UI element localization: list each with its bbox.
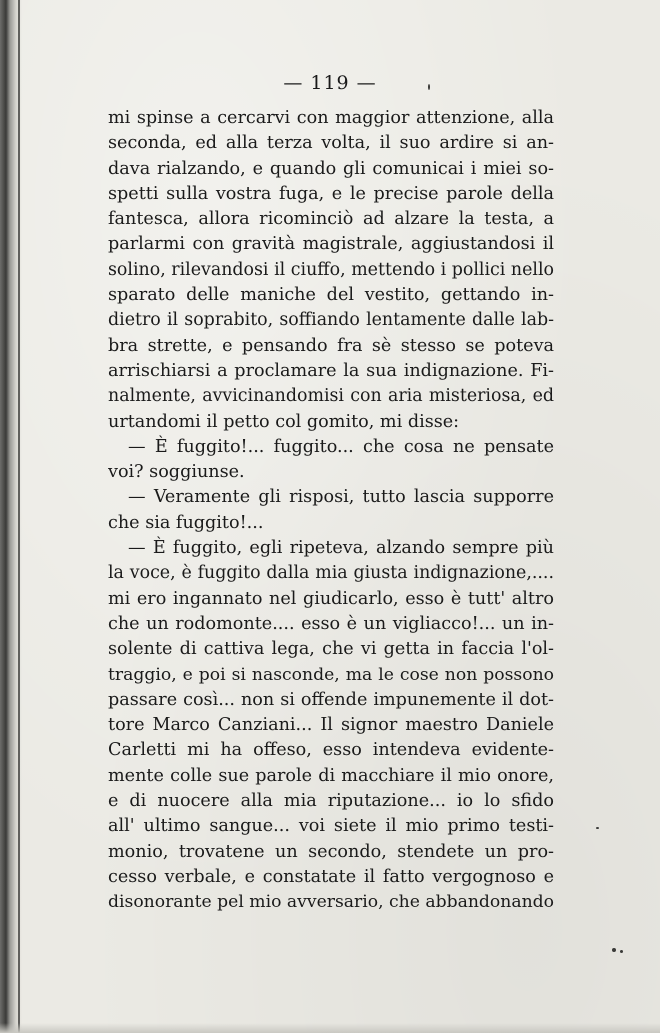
text-line: nalmente, avvicinandomisi con aria misteriosa, ed xyxy=(108,386,554,407)
text-line: sparato delle maniche del vestito, gettando in- xyxy=(108,285,554,306)
text-line: all' ultimo sangue... voi siete il mio primo testi- xyxy=(108,816,554,837)
text-line: dava rialzando, e quando gli comunicai i miei so- xyxy=(108,158,554,179)
text-line: parlarmi con gravità magistrale, aggiustandosi il xyxy=(108,234,554,255)
text-line: tore Marco Canziani... Il signor maestro Daniele xyxy=(108,715,554,736)
text-line: solino, rilevandosi il ciuffo, mettendo i pollici nello xyxy=(108,259,554,280)
ink-speck xyxy=(428,84,430,90)
text-line: — È fuggito, egli ripeteva, alzando sempre più xyxy=(128,538,554,559)
text-line: passare così... non si offende impunemente il dot- xyxy=(108,689,554,710)
ink-speck xyxy=(612,948,616,952)
book-gutter-line xyxy=(18,0,20,1033)
text-line: traggio, e poi si nasconde, ma le cose non possono xyxy=(108,664,554,685)
text-line: mi ero ingannato nel giudicarlo, esso è tutt' altro xyxy=(108,588,554,609)
text-line: monio, trovatene un secondo, stendete un pro- xyxy=(108,841,554,862)
text-line: mente colle sue parole di macchiare il mio onore, xyxy=(108,765,554,786)
text-line: la voce, è fuggito dalla mia giusta indignazione,.... xyxy=(108,563,554,584)
page-number: — 119 — xyxy=(283,72,377,94)
text-line: e di nuocere alla mia riputazione... io lo sfido xyxy=(108,791,554,812)
text-line: cesso verbale, e constatate il fatto vergognoso e xyxy=(108,866,554,887)
text-line: fantesca, allora ricominciò ad alzare la testa, a xyxy=(108,209,554,230)
text-line: bra strette, e pensando fra sè stesso se poteva xyxy=(108,335,554,356)
body-text xyxy=(108,106,554,916)
ink-speck xyxy=(596,827,599,829)
text-line: mi spinse a cercarvi con maggior attenzione, alla xyxy=(108,108,554,128)
ink-speck xyxy=(620,950,623,953)
text-line: voi? soggiunse. xyxy=(108,462,245,483)
text-line: dietro il soprabito, soffiando lentamente dalle lab- xyxy=(108,310,554,331)
text-line: arrischiarsi a proclamare la sua indignazione. Fi- xyxy=(108,360,554,381)
text-line: spetti sulla vostra fuga, e le precise parole della xyxy=(108,183,554,204)
text-line: — Veramente gli risposi, tutto lascia supporre xyxy=(128,487,554,508)
text-line: — È fuggito!... fuggito... che cosa ne pensate xyxy=(128,436,554,457)
page-bottom-edge xyxy=(0,1023,660,1033)
text-line: urtandomi il petto col gomito, mi disse: xyxy=(108,411,460,432)
text-line: che un rodomonte.... esso è un vigliacco!... un in- xyxy=(108,613,554,634)
text-line: seconda, ed alla terza volta, il suo ardire si an- xyxy=(108,133,554,154)
text-line: disonorante pel mio avversario, che abbandonando xyxy=(108,892,554,913)
text-line: Carletti mi ha offeso, esso intendeva evidente- xyxy=(108,740,554,761)
text-line: solente di cattiva lega, che vi getta in faccia l'ol- xyxy=(108,639,554,660)
text-line: che sia fuggito!... xyxy=(108,512,264,533)
